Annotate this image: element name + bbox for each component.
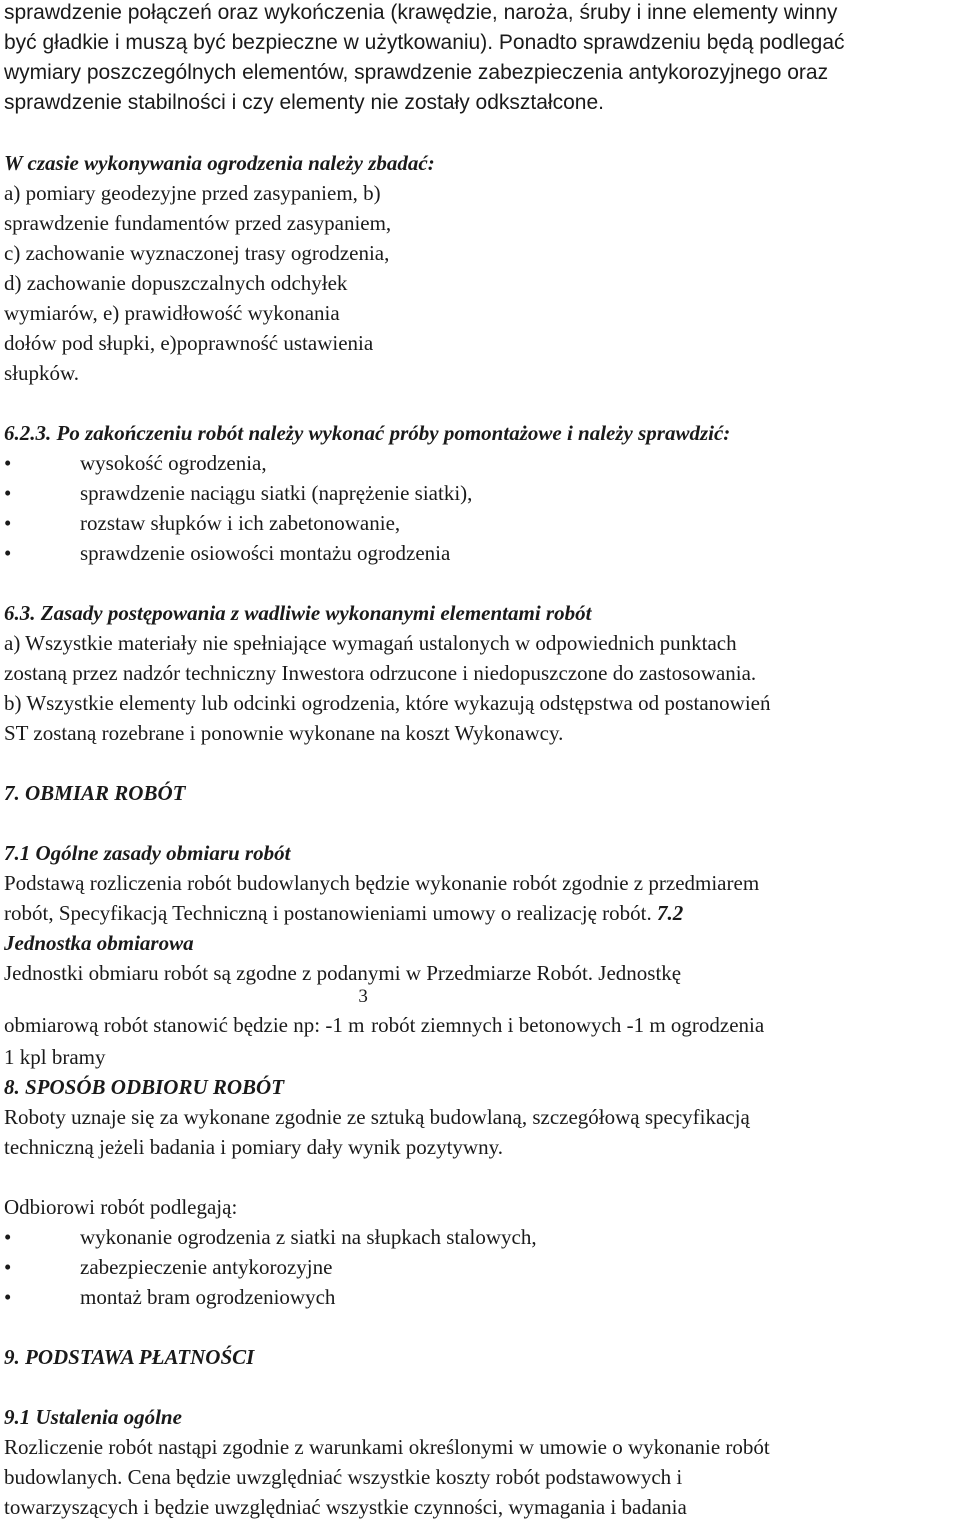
text-line: sprawdzenie stabilności i czy elementy nie zostały odkształcone. (4, 91, 604, 114)
list-item (4, 1252, 956, 1282)
subsection-number: 7.2 (657, 901, 684, 925)
text-line: towarzyszących i będzie uwzględniać wszystkie czynności, wymagania i badania (4, 1495, 687, 1519)
list-item (4, 508, 956, 538)
text-line: ST zostaną rozebrane i ponownie wykonane na koszt Wykonawcy. (4, 721, 564, 745)
bullet-icon: • (4, 1255, 12, 1279)
text-line: robót, Specyfikacją Techniczną i postanowieniami umowy o realizację robót. 7.2 (4, 901, 684, 925)
text-line: Odbiorowi robót podlegają: (4, 1195, 238, 1219)
text-line: Rozliczenie robót nastąpi zgodnie z warunkami określonymi w umowie o wykonanie robót (4, 1435, 770, 1459)
section-heading: 6.3. Zasady postępowania z wadliwie wykonanymi elementami robót (4, 601, 592, 625)
list-item-text: montaż bram ogrodzeniowych (80, 1285, 336, 1309)
list-item (4, 538, 956, 568)
text-line: wymiary poszczególnych elementów, sprawdzenie zabezpieczenia antykorozyjnego oraz (4, 61, 829, 84)
text-line: Roboty uznaje się za wykonane zgodnie ze sztuką budowlaną, szczegółową specyfikacją (4, 1105, 750, 1129)
text-line: słupków. (4, 361, 80, 385)
text-line: dołów pod słupki, e)poprawność ustawienia (4, 331, 374, 355)
section-8 (4, 1072, 956, 1312)
text-line: zostaną przez nadzór techniczny Inwestora odrzucone i niedopuszczone do zastosowania. (4, 661, 757, 685)
text-line: być gładkie i muszą być bezpieczne w użytkowaniu). Ponadto sprawdzeniu będą podlegać (4, 31, 845, 54)
section-6-3 (4, 598, 956, 748)
text-line: Podstawą rozliczenia robót budowlanych będzie wykonanie robót zgodnie z przedmiarem (4, 871, 760, 895)
bullet-icon: • (4, 511, 12, 535)
document-page (4, 0, 956, 1522)
text-line: 1 kpl bramy (4, 1045, 106, 1069)
text-line: obmiarową robót stanowić będzie np: -1 m3 robót ziemnych i betonowych -1 m ogrodzenia (4, 986, 765, 1037)
text-line: budowlanych. Cena będzie uwzględniać wszystkie koszty robót podstawowych i (4, 1465, 683, 1489)
text-line: techniczną jeżeli badania i pomiary dały wynik pozytywny. (4, 1135, 503, 1159)
check-list (4, 448, 956, 568)
list-item (4, 1222, 956, 1252)
list-item-text: wysokość ogrodzenia, (80, 451, 267, 475)
text-line: b) Wszystkie elementy lub odcinki ogrodzenia, które wykazują odstępstwa od postanowień (4, 691, 771, 715)
list-item-text: sprawdzenie osiowości montażu ogrodzenia (80, 541, 451, 565)
list-item (4, 478, 956, 508)
text-line: c) zachowanie wyznaczonej trasy ogrodzenia, (4, 241, 390, 265)
text-line: a) pomiary geodezyjne przed zasypaniem, b) (4, 181, 381, 205)
list-item-text: sprawdzenie naciągu siatki (naprężenie siatki), (80, 481, 473, 505)
list-item (4, 448, 956, 478)
text-line: Jednostki obmiaru robót są zgodne z podanymi w Przedmiarze Robót. Jednostkę (4, 961, 682, 985)
section-9 (4, 1342, 956, 1522)
bullet-icon: • (4, 541, 12, 565)
text-line: d) zachowanie dopuszczalnych odchyłek (4, 271, 348, 295)
subsection-heading: Jednostka obmiarowa (4, 931, 194, 955)
text-line: sprawdzenie połączeń oraz wykończenia (krawędzie, naroża, śruby i inne elementy winny (4, 1, 838, 24)
list-item-text: rozstaw słupków i ich zabetonowanie, (80, 511, 401, 535)
text-line: sprawdzenie fundamentów przed zasypaniem, (4, 211, 392, 235)
list-item-text: wykonanie ogrodzenia z siatki na słupkach stalowych, (80, 1225, 537, 1249)
text-line: wymiarów, e) prawidłowość wykonania (4, 301, 340, 325)
subsection-heading: 9.1 Ustalenia ogólne (4, 1405, 182, 1429)
fencing-checks-section (4, 148, 494, 388)
list-item-text: zabezpieczenie antykorozyjne (80, 1255, 333, 1279)
section-6-2-3 (4, 418, 956, 568)
bullet-icon: • (4, 1225, 12, 1249)
acceptance-list (4, 1222, 956, 1312)
list-item (4, 1282, 956, 1312)
section-heading: 8. SPOSÓB ODBIORU ROBÓT (4, 1075, 285, 1099)
section-heading: W czasie wykonywania ogrodzenia należy zbadać: (4, 151, 435, 175)
bullet-icon: • (4, 1285, 12, 1309)
superscript-3: 3 (358, 986, 368, 1007)
section-heading: 7. OBMIAR ROBÓT (4, 781, 186, 805)
section-heading: 6.2.3. Po zakończeniu robót należy wykonać próby pomontażowe i należy sprawdzić: (4, 421, 731, 445)
intro-paragraph (4, 0, 956, 118)
text-line: a) Wszystkie materiały nie spełniające wymagań ustalonych w odpowiednich punktach (4, 631, 737, 655)
bullet-icon: • (4, 451, 12, 475)
subsection-heading: 7.1 Ogólne zasady obmiaru robót (4, 841, 291, 865)
bullet-icon: • (4, 481, 12, 505)
section-heading: 9. PODSTAWA PŁATNOŚCI (4, 1345, 255, 1369)
section-7 (4, 778, 956, 1072)
